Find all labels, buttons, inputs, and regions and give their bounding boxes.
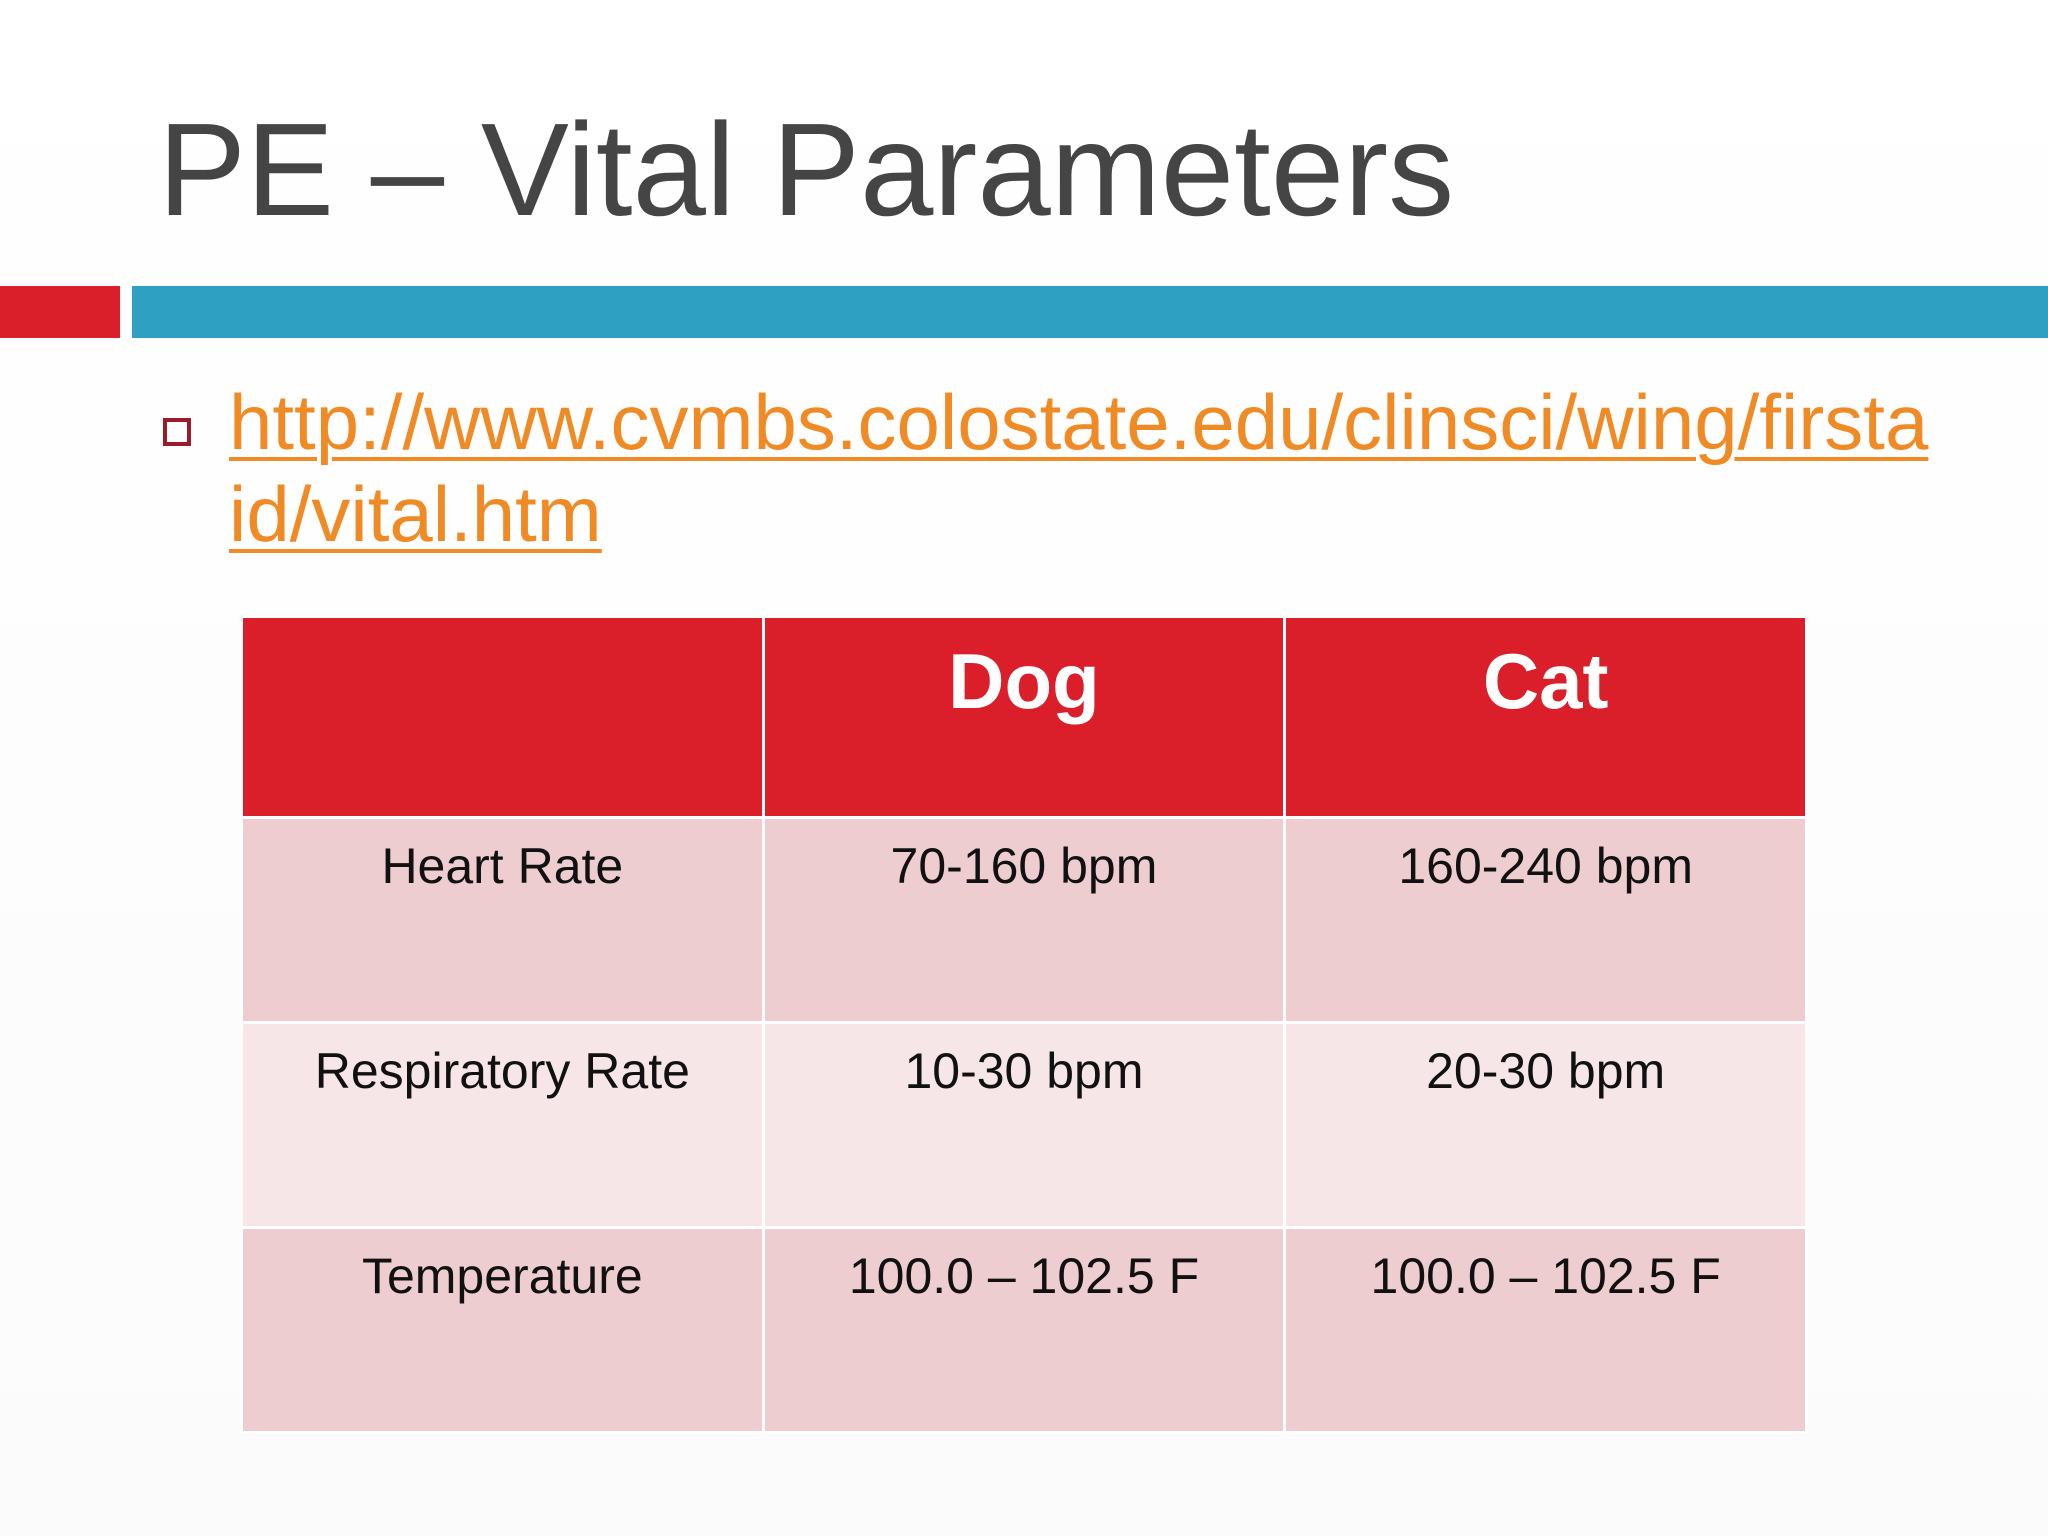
dog-value: 10-30 bpm [763,1023,1285,1228]
cat-value: 20-30 bpm [1285,1023,1807,1228]
vital-parameters-table [240,615,1808,1434]
cat-value: 100.0 – 102.5 F [1285,1228,1807,1433]
dog-value: 100.0 – 102.5 F [763,1228,1285,1433]
header-cell-cat: Cat [1285,617,1807,818]
square-bullet-icon [163,418,191,446]
cat-value: 160-240 bpm [1285,818,1807,1023]
row-label: Temperature [242,1228,764,1433]
dog-value: 70-160 bpm [763,818,1285,1023]
table-row-temperature [242,1228,1807,1433]
vital-signs-link[interactable]: http://www.cvmbs.colostate.edu/clinsci/wing/firstaid/vital.htm [229,378,1929,558]
table-row-respiratory-rate [242,1023,1807,1228]
accent-bar-blue [132,286,2048,338]
header-cell-dog: Dog [763,617,1285,818]
row-label: Heart Rate [242,818,764,1023]
table-header-row [242,617,1807,818]
table-row-heart-rate [242,818,1807,1023]
slide-title: PE – Vital Parameters [158,96,1455,243]
header-cell-blank [242,617,764,818]
accent-bar-red [0,286,120,338]
row-label: Respiratory Rate [242,1023,764,1228]
